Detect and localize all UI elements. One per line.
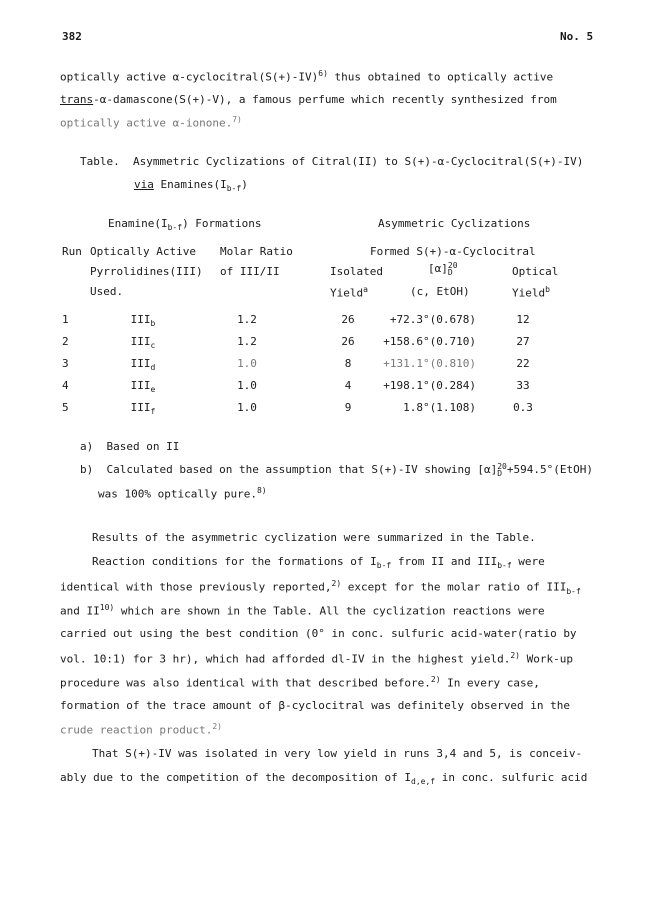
rotation-d: D: [447, 268, 453, 277]
cell-optical: 0.3: [513, 401, 533, 414]
caption-sub: b-f: [226, 184, 242, 194]
table-row: [0, 335, 672, 351]
pyr-sub: e: [150, 385, 156, 395]
page-number: 382: [62, 30, 82, 43]
intro-line-1-text: optically active α-cyclocitral(S(+)-IV): [60, 70, 319, 84]
body-p2-line-3: [60, 603, 545, 618]
pyr-base: III: [130, 401, 151, 414]
ref-10: 10): [99, 603, 115, 612]
intro-line-3-text: optically active α-ionone.: [60, 116, 233, 130]
pyr-sub: d: [150, 363, 156, 373]
group-header-asymmetric: Asymmetric Cyclizations: [378, 217, 531, 230]
intro-line-3: [60, 115, 242, 130]
p2-l5b: Work-up: [519, 652, 573, 666]
body-p2-line-2: [60, 579, 581, 596]
p3-l2a: ably due to the competition of the decomposition of I: [60, 771, 411, 784]
cell-molar: 1.0: [237, 357, 257, 370]
ref-2: 2): [212, 722, 222, 731]
cell-yield: 4: [344, 379, 352, 392]
cell-rotation: 1.8°(1.108): [403, 401, 476, 414]
body-p2-line-1: [92, 555, 545, 570]
footnote-b: [80, 463, 593, 477]
isolated-yield-word: Yield: [330, 286, 364, 300]
p3-l2b: in conc. sulfuric acid: [435, 771, 588, 784]
body-p2-line-6: [60, 675, 540, 690]
p2-l8a: crude reaction product.: [60, 723, 213, 737]
cell-optical: 27: [516, 335, 530, 348]
body-p1: Results of the asymmetric cyclization were summarized in the Table.: [92, 531, 536, 544]
cell-run: 4: [62, 379, 69, 392]
cell-rotation: +198.1°(0.284): [383, 379, 476, 392]
col-pyr-header-3: Used.: [90, 285, 124, 298]
cell-yield: 26: [341, 335, 355, 348]
body-p2-line-4: carried out using the best condition (0° in conc. sulfuric acid-water(ratio by: [60, 627, 577, 640]
cell-pyrrolidine: [108, 379, 178, 394]
rotation-temp: 20: [447, 261, 458, 270]
col-rotation-header-2: (c, EtOH): [410, 285, 470, 298]
table-row: [0, 313, 672, 329]
cell-optical: 33: [516, 379, 530, 392]
col-run-header: Run: [62, 245, 82, 258]
col-isolated-header-1: Isolated: [330, 265, 383, 278]
col-pyr-header-2: Pyrrolidines(III): [90, 265, 203, 278]
trans-underlined: trans: [60, 93, 94, 106]
optical-yield-word: Yield: [512, 286, 546, 300]
cell-pyrrolidine: [108, 357, 178, 372]
footnote-b-text2: +594.5°(EtOH): [506, 463, 593, 476]
ref-8: 8): [256, 486, 267, 495]
cell-pyrrolidine: [108, 401, 178, 416]
pyr-sub: b: [150, 319, 156, 329]
cell-molar: 1.2: [237, 335, 257, 348]
footnote-b-line2-text: was 100% optically pure.: [98, 487, 257, 501]
ref-2: 2): [430, 675, 441, 684]
cell-optical: 12: [516, 313, 530, 326]
col-molar-header-1: Molar Ratio: [220, 245, 293, 258]
cell-run: 3: [62, 357, 69, 370]
group1-head: Enamine(I: [108, 217, 168, 230]
intro-line-1: [60, 69, 553, 84]
body-p3-line-2: [60, 771, 587, 786]
group-header-enamine: [108, 217, 262, 232]
p2-l1s2: b-f: [497, 561, 512, 571]
cell-rotation: +72.3°(0.678): [389, 313, 476, 326]
body-p3-line-1: That S(+)-IV was isolated in very low yield in runs 3,4 and 5, is conceiv-: [92, 747, 583, 760]
intro-line-1-tail: thus obtained to optically active: [327, 70, 554, 84]
p2-l5a: vol. 10:1) for 3 hr), which had afforded dl-IV in the highest yield.: [60, 652, 511, 666]
table-row: [0, 357, 672, 373]
p2-l1a: Reaction conditions for the formations of I: [92, 555, 377, 568]
ref-2: 2): [331, 579, 342, 588]
p2-l6b: In every case,: [440, 676, 540, 690]
p2-l2s: b-f: [566, 586, 581, 596]
p3-l2s: d,e,f: [411, 777, 436, 787]
cell-molar: 1.0: [237, 401, 257, 414]
cell-pyrrolidine: [108, 313, 178, 328]
pyr-base: III: [130, 335, 151, 348]
col-optical-header-2: [512, 285, 550, 300]
footnote-b-d: D: [497, 469, 503, 478]
rotation-symbol: [α]: [428, 262, 448, 275]
footnote-a: [80, 440, 179, 453]
footnote-b-label: b): [80, 463, 94, 476]
col-rotation-header-1: [428, 262, 458, 276]
body-p2-line-8: [60, 722, 222, 737]
p2-l3a: and II: [60, 604, 100, 618]
cell-pyrrolidine: [108, 335, 178, 350]
table-caption-text: Asymmetric Cyclizations of Citral(II) to S(+)-α-Cyclocitral(S(+)-IV): [133, 155, 584, 168]
body-p2-line-5: [60, 651, 573, 666]
pyr-base: III: [130, 357, 151, 370]
p2-l2a: identical with those previously reported,: [60, 580, 332, 594]
cell-rotation: +131.1°(0.810): [383, 357, 476, 370]
cell-yield: 9: [344, 401, 352, 414]
pyr-sub: c: [150, 341, 156, 351]
cell-molar: 1.0: [237, 379, 257, 392]
p2-l2b: except for the molar ratio of III: [341, 580, 567, 594]
col-pyr-header-1: Optically Active: [90, 245, 196, 258]
col-molar-header-2: of III/II: [220, 265, 280, 278]
cell-run: 1: [62, 313, 69, 326]
col-isolated-header-2: [330, 285, 368, 300]
ref-7: 7): [232, 115, 242, 124]
footnote-a-text: Based on II: [106, 440, 180, 453]
via-underlined: via: [134, 178, 154, 191]
pyr-base: III: [130, 379, 151, 392]
footnote-a-label: a): [80, 440, 94, 453]
table-caption-via: [134, 178, 248, 193]
ref-6: 6): [318, 69, 328, 78]
p2-l6a: procedure was also identical with that described before.: [60, 676, 431, 690]
ref-2: 2): [510, 651, 520, 660]
p2-l1s1: b-f: [376, 561, 392, 571]
p2-l3b: which are shown in the Table. All the cyclization reactions were: [114, 604, 545, 618]
table-caption-label: Table.: [80, 155, 120, 168]
intro-line-2: [60, 93, 557, 106]
cell-run: 2: [62, 335, 69, 348]
footnote-b-temp: 20: [497, 462, 507, 471]
caption-end: ): [241, 178, 248, 191]
cell-molar: 1.2: [237, 313, 257, 326]
cell-yield: 8: [344, 357, 352, 370]
pyr-sub: f: [150, 407, 156, 417]
table-row: [0, 401, 672, 417]
group1-sub: b-f: [167, 223, 183, 233]
cell-optical: 22: [516, 357, 530, 370]
footnote-b-line-2: [98, 486, 267, 501]
caption-tail: Enamines(I: [153, 178, 227, 191]
p2-l1b: from II and III: [391, 555, 498, 568]
body-p2-line-7: formation of the trace amount of β-cyclocitral was definitely observed in the: [60, 699, 570, 712]
table-caption: [80, 155, 583, 168]
footnote-a-mark: a: [363, 285, 368, 294]
cell-yield: 26: [341, 313, 355, 326]
footnote-b-text: Calculated based on the assumption that S(+)-IV showing [α]: [106, 463, 498, 476]
issue-number: No. 5: [560, 30, 594, 43]
footnote-b-mark: b: [545, 285, 550, 294]
pyr-base: III: [130, 313, 151, 326]
group1-tail: ) Formations: [182, 217, 262, 230]
p2-l1c: were: [511, 555, 545, 568]
formed-header: Formed S(+)-α-Cyclocitral: [370, 245, 536, 258]
table-row: [0, 379, 672, 395]
cell-run: 5: [62, 401, 69, 414]
cell-rotation: +158.6°(0.710): [383, 335, 476, 348]
col-optical-header-1: Optical: [512, 265, 559, 278]
intro-line-2-tail: -α-damascone(S(+)-V), a famous perfume which recently synthesized from: [93, 93, 557, 106]
